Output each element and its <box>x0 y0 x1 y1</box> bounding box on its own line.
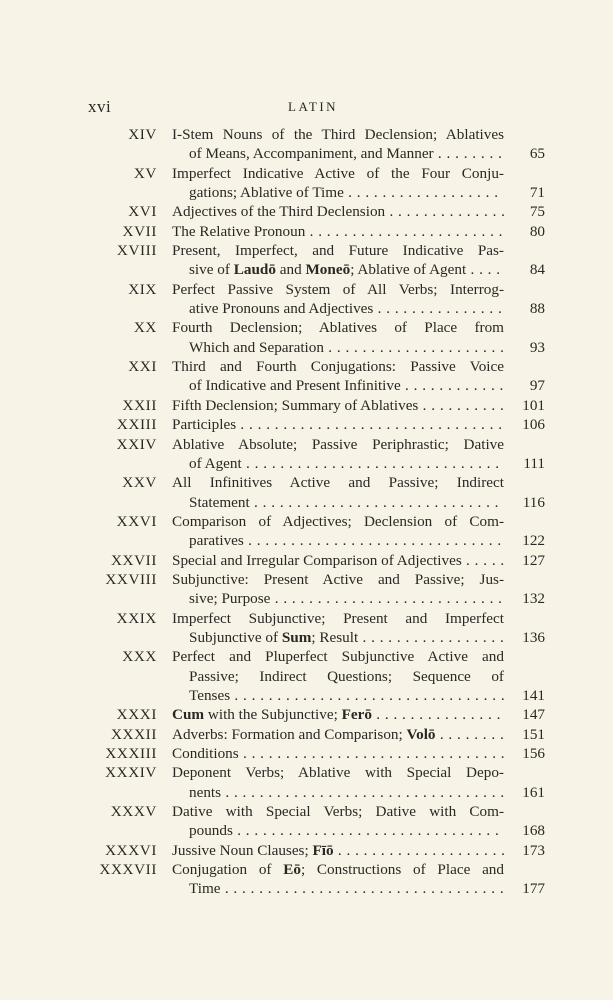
chapter-title-line: Adjectives of the Third Declension . . . <box>172 202 504 221</box>
chapter-title-line: I-Stem Nouns of the Third Declension; Ablatives <box>172 126 504 143</box>
toc-line <box>0 260 613 279</box>
chapter-title-line: Present, Imperfect, and Future Indicative Pas- <box>172 242 504 260</box>
toc-line <box>0 299 613 318</box>
chapter-number: XVII <box>122 222 157 240</box>
toc-line <box>0 783 613 802</box>
chapter-title-line: of Means, Accompaniment, and Manner . . . <box>189 144 504 163</box>
chapter-title-line: Which and Separation . . . <box>189 338 504 357</box>
toc-entry <box>0 570 613 609</box>
chapter-title-line: Fourth Declension; Ablatives of Place from <box>172 319 504 337</box>
toc-line <box>0 454 613 473</box>
page-number: 88 <box>524 299 545 318</box>
toc-line <box>0 744 613 763</box>
chapter-number: XXXVII <box>99 861 157 879</box>
chapter-title-line: Adverbs: Formation and Comparison; Volō . . . <box>172 725 504 744</box>
page-number: 127 <box>516 551 545 570</box>
toc-entry <box>0 318 613 357</box>
chapter-number: XXIV <box>116 435 157 453</box>
chapter-number: XVI <box>128 203 157 221</box>
chapter-number: XXV <box>122 474 157 492</box>
toc-entry <box>0 125 613 164</box>
toc-line <box>0 802 613 821</box>
page-number: 156 <box>516 744 545 763</box>
chapter-title-line: Jussive Noun Clauses; Fīō . . . <box>172 841 504 860</box>
toc-entry <box>0 241 613 280</box>
chapter-title-line: paratives . . . <box>189 531 504 550</box>
toc-line <box>0 376 613 395</box>
page-number: 168 <box>516 821 545 840</box>
toc-line <box>0 493 613 512</box>
page-number: 141 <box>516 686 545 705</box>
toc-line <box>0 183 613 202</box>
toc-entry <box>0 705 613 724</box>
page-number: 80 <box>524 222 545 241</box>
toc-entry <box>0 435 613 474</box>
chapter-number: XIX <box>128 280 157 298</box>
chapter-title-line: Fifth Declension; Summary of Ablatives . . . <box>172 396 504 415</box>
page-number: 101 <box>516 396 545 415</box>
chapter-title-line: Imperfect Subjunctive; Present and Imperfect <box>172 609 504 627</box>
chapter-title-line: Time . . . <box>189 879 504 898</box>
toc-line <box>0 589 613 608</box>
chapter-title-line: Conjugation of Eō; Constructions of Place and <box>172 861 504 879</box>
toc-line <box>0 164 613 183</box>
toc-entry <box>0 280 613 319</box>
page-number: 75 <box>524 202 545 221</box>
toc-line <box>0 415 613 434</box>
toc-entry <box>0 396 613 415</box>
chapter-number: XVIII <box>116 242 157 260</box>
page-number: 84 <box>524 260 545 279</box>
chapter-title-line: Cum with the Subjunctive; Ferō . . . <box>172 705 504 724</box>
chapter-number: XXXIII <box>105 745 157 762</box>
chapter-number: XX <box>133 319 157 337</box>
toc-entry <box>0 860 613 899</box>
page-number: 151 <box>516 725 545 744</box>
toc-entry <box>0 551 613 570</box>
toc-entry <box>0 473 613 512</box>
toc-line <box>0 725 613 744</box>
toc-line <box>0 705 613 724</box>
table-of-contents <box>0 125 613 899</box>
chapter-number: XXXI <box>116 706 157 724</box>
chapter-title-line: Conditions . . . <box>172 744 504 763</box>
chapter-number: XXVII <box>110 551 157 569</box>
toc-line <box>0 821 613 840</box>
chapter-number: XXVIII <box>105 570 157 588</box>
toc-entry <box>0 202 613 221</box>
chapter-title-line: Tenses . . . <box>189 686 504 705</box>
toc-line <box>0 241 613 260</box>
chapter-title-line: Imperfect Indicative Active of the Four Conju- <box>172 164 504 182</box>
chapter-title-line: Third and Fourth Conjugations: Passive Voice <box>172 358 504 376</box>
page-number: 106 <box>516 415 545 434</box>
toc-line <box>0 879 613 898</box>
page-folio: xvi <box>88 97 112 116</box>
chapter-title-line: Special and Irregular Comparison of Adjectives . . . <box>172 551 504 570</box>
chapter-title-line: Dative with Special Verbs; Dative with Com- <box>172 803 504 821</box>
toc-entry <box>0 222 613 241</box>
page-number: 136 <box>516 628 545 647</box>
page-number: 122 <box>516 531 545 550</box>
chapter-title-line: Participles . . . <box>172 415 504 434</box>
toc-entry <box>0 415 613 434</box>
toc-line <box>0 609 613 628</box>
toc-line <box>0 396 613 415</box>
toc-entry <box>0 357 613 396</box>
chapter-title-line: of Agent . . . <box>189 454 504 473</box>
page-number: 111 <box>517 454 545 473</box>
toc-line <box>0 318 613 337</box>
toc-entry <box>0 609 613 648</box>
toc-line <box>0 435 613 454</box>
chapter-number: XXIX <box>116 609 157 627</box>
chapter-title-line: Statement . . . <box>189 493 504 512</box>
toc-entry <box>0 725 613 744</box>
page-number: 93 <box>524 338 545 357</box>
chapter-title-line: pounds . . . <box>189 821 504 840</box>
chapter-number: XXXIV <box>105 764 157 782</box>
toc-line <box>0 125 613 144</box>
page-number: 65 <box>524 144 545 163</box>
chapter-title-line: The Relative Pronoun . . . <box>172 222 504 241</box>
toc-entry <box>0 512 613 551</box>
chapter-title-line: All Infinitives Active and Passive; Indirect <box>172 474 504 492</box>
chapter-title-line: nents . . . <box>189 783 504 802</box>
chapter-title-line: Perfect and Pluperfect Subjunctive Active and <box>172 648 504 666</box>
chapter-title-line: Subjunctive: Present Active and Passive; Jus- <box>172 570 504 588</box>
running-title: LATIN <box>288 99 339 114</box>
chapter-number: XIV <box>128 126 157 143</box>
page-number: 147 <box>516 705 545 724</box>
toc-line <box>0 144 613 163</box>
chapter-number: XXVI <box>116 512 157 530</box>
chapter-number: XV <box>133 164 157 182</box>
toc-line <box>0 222 613 241</box>
toc-entry <box>0 164 613 203</box>
toc-line <box>0 473 613 492</box>
chapter-title-line: Ablative Absolute; Passive Periphrastic; Dative <box>172 435 504 453</box>
toc-entry <box>0 744 613 763</box>
page-number: 71 <box>524 183 545 202</box>
page-number: 173 <box>516 841 545 860</box>
toc-line <box>0 628 613 647</box>
toc-line <box>0 647 613 666</box>
chapter-number: XXXV <box>110 803 157 821</box>
toc-entry <box>0 802 613 841</box>
chapter-title-line: ative Pronouns and Adjectives . . . <box>189 299 504 318</box>
chapter-number: XXI <box>128 358 157 376</box>
toc-line <box>0 551 613 570</box>
page-header <box>0 97 613 117</box>
toc-entry <box>0 647 613 705</box>
toc-line <box>0 531 613 550</box>
chapter-title-line: Passive; Indirect Questions; Sequence of <box>189 667 504 685</box>
page-number: 116 <box>517 493 545 512</box>
chapter-number: XXXVI <box>105 841 157 859</box>
chapter-number: XXX <box>122 648 157 666</box>
toc-line <box>0 667 613 686</box>
chapter-title-line: of Indicative and Present Infinitive . . . <box>189 376 504 395</box>
chapter-title-line: Deponent Verbs; Ablative with Special Depo- <box>172 764 504 782</box>
toc-line <box>0 512 613 531</box>
page-number: 132 <box>516 589 545 608</box>
toc-line <box>0 280 613 299</box>
toc-entry <box>0 841 613 860</box>
toc-line <box>0 763 613 782</box>
page-number: 161 <box>516 783 545 802</box>
toc-line <box>0 860 613 879</box>
chapter-title-line: Perfect Passive System of All Verbs; Interrog- <box>172 280 504 298</box>
chapter-title-line: gations; Ablative of Time . . . <box>189 183 504 202</box>
toc-line <box>0 841 613 860</box>
page-number: 97 <box>524 376 545 395</box>
chapter-number: XXIII <box>116 416 157 434</box>
toc-line <box>0 357 613 376</box>
chapter-title-line: sive; Purpose . . . <box>189 589 504 608</box>
chapter-title-line: sive of Laudō and Moneō; Ablative of Agent . . . <box>189 260 504 279</box>
toc-line <box>0 686 613 705</box>
chapter-number: XXII <box>122 396 157 414</box>
page-number: 177 <box>516 879 545 898</box>
toc-line <box>0 202 613 221</box>
chapter-title-line: Subjunctive of Sum; Result . . . <box>189 628 504 647</box>
toc-line <box>0 570 613 589</box>
toc-line <box>0 338 613 357</box>
chapter-title-line: Comparison of Adjectives; Declension of Com- <box>172 512 504 530</box>
chapter-number: XXXII <box>110 725 157 743</box>
toc-entry <box>0 763 613 802</box>
